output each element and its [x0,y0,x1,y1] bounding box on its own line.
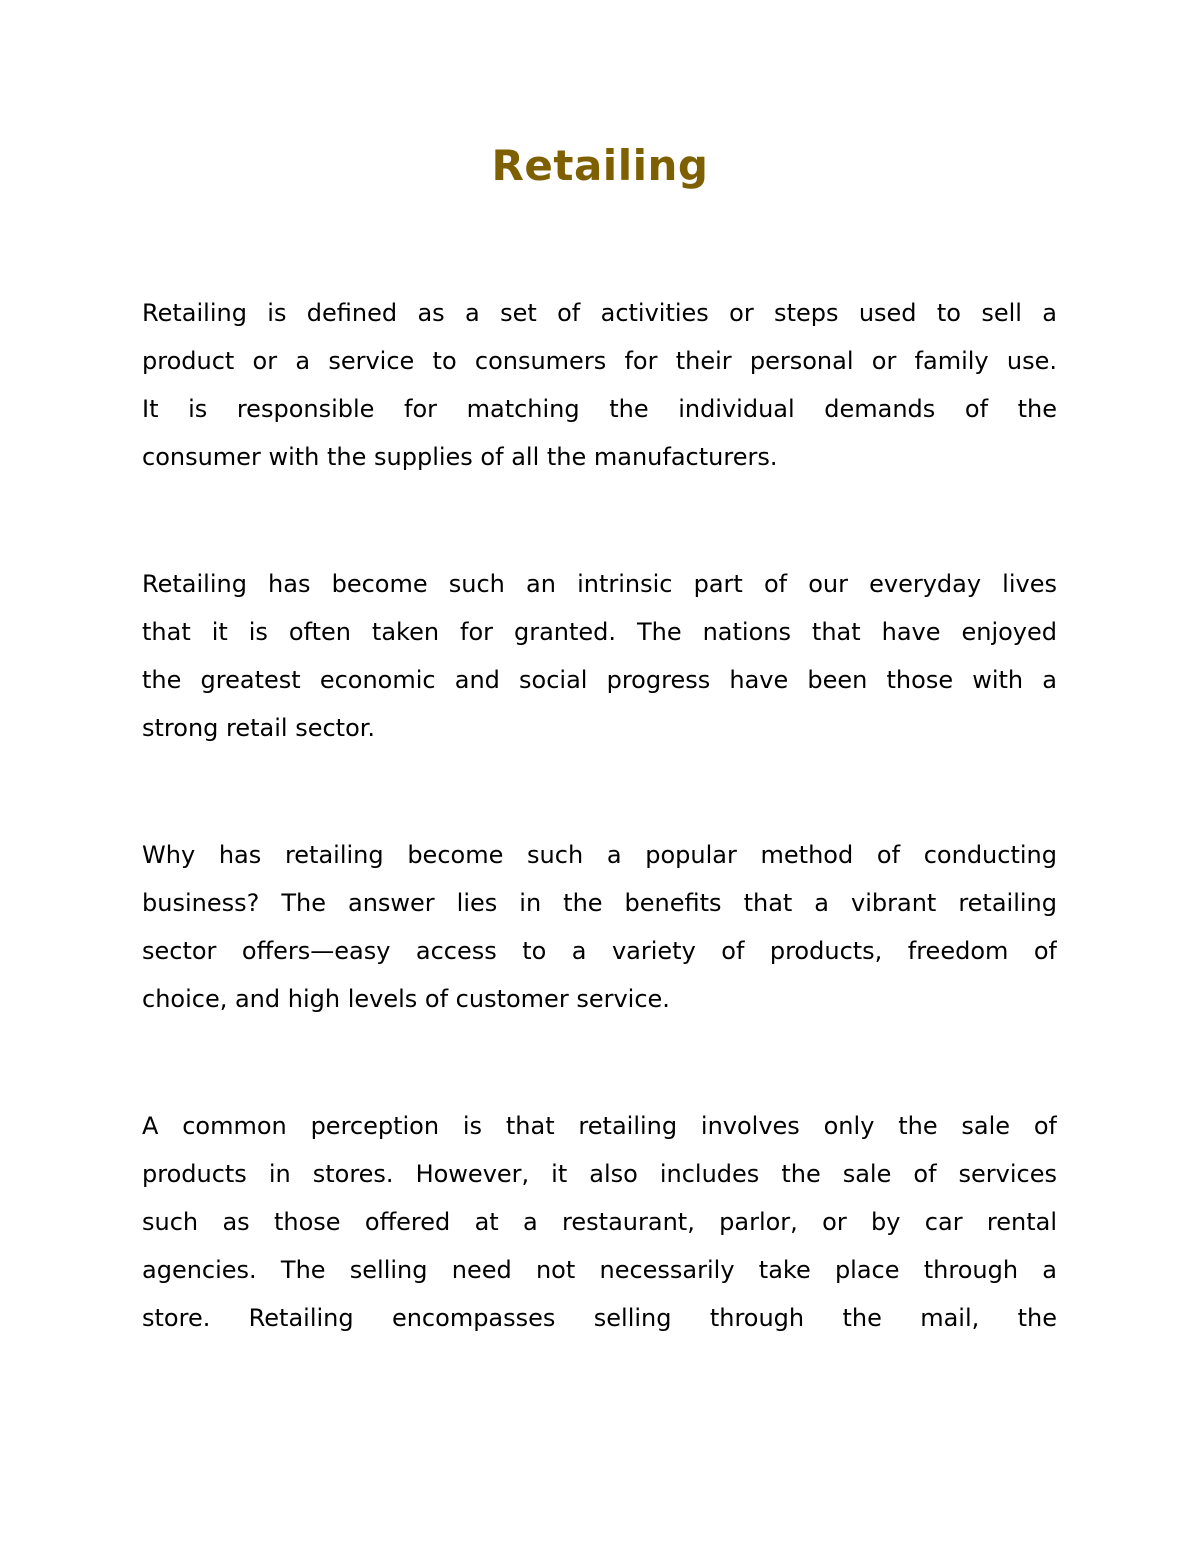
text-line: such as those offered at a restaurant, parlor, or by car rental [142,1208,1057,1236]
paragraph [142,289,1057,481]
text-line: product or a service to consumers for their personal or family use. [142,347,1057,375]
text-line: consumer with the supplies of all the manufacturers. [142,443,778,471]
paragraph [142,560,1057,752]
text-line: Why has retailing become such a popular method of conducting [142,841,1057,869]
text-line: strong retail sector. [142,714,376,742]
text-line: Retailing is defined as a set of activities or steps used to sell a [142,299,1057,327]
paragraph [142,1102,1057,1342]
paragraph [142,831,1057,1023]
text-line: It is responsible for matching the individual demands of the [142,395,1057,423]
text-line: business? The answer lies in the benefits that a vibrant retailing [142,889,1057,917]
text-line: agencies. The selling need not necessarily take place through a [142,1256,1057,1284]
text-line: choice, and high levels of customer service. [142,985,670,1013]
text-line: sector offers—easy access to a variety of products, freedom of [142,937,1057,965]
text-line: A common perception is that retailing involves only the sale of [142,1112,1057,1140]
text-line: that it is often taken for granted. The nations that have enjoyed [142,618,1057,646]
page-title: Retailing [491,141,709,190]
text-line: the greatest economic and social progress have been those with a [142,666,1057,694]
text-line: Retailing has become such an intrinsic part of our everyday lives [142,570,1057,598]
text-line: store. Retailing encompasses selling through the mail, the [142,1304,1057,1332]
text-line: products in stores. However, it also includes the sale of services [142,1160,1057,1188]
